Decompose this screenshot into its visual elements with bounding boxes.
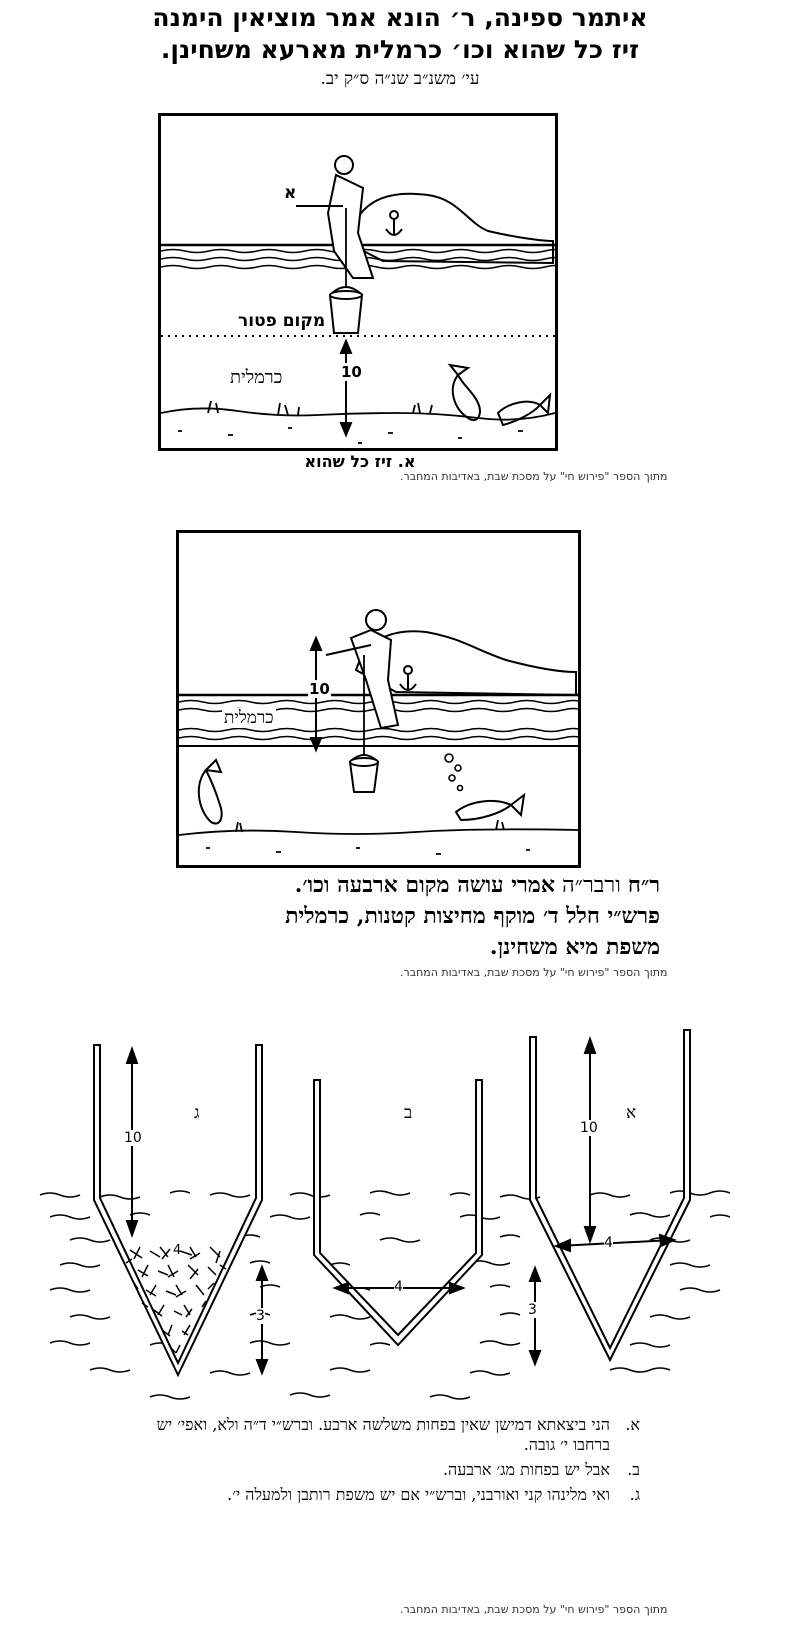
- figure-2-illustration: [176, 530, 581, 868]
- label-ten: 10: [341, 363, 362, 381]
- figure-1-caption: א. זיז כל שהוא: [304, 452, 416, 471]
- note-a: [130, 1415, 640, 1455]
- vessel-a-ten: 10: [580, 1120, 598, 1136]
- note-text: ואי מלינהו קני ואורבני, וברש״י אם יש משפת רותבן ולמעלה י׳.: [227, 1485, 610, 1504]
- title-line-2: זיז כל שהוא וכו׳ כרמלית מארעא משחינן.: [160, 35, 640, 64]
- note-marker: ב.: [627, 1460, 640, 1479]
- note-marker: א.: [625, 1415, 640, 1434]
- label-ten: 10: [309, 680, 330, 698]
- vessel-g-ten: 10: [124, 1130, 142, 1146]
- label-exempt-place: מקום פטור: [238, 311, 326, 331]
- bucket-icon: [330, 287, 362, 333]
- title-line-1: איתמר ספינה, ר׳ הונא אמר מוציאין הימנה: [152, 3, 648, 32]
- note-text: הני ביצאתא דמישן שאין בפחות משלשה ארבע. וברש״י ד״ה ולא, ואפי׳ יש ברחבו י׳ גובה.: [156, 1415, 610, 1454]
- note-marker: ג.: [629, 1485, 640, 1504]
- vessel-b-letter: ב: [404, 1103, 413, 1123]
- vessel-a-three: 3: [528, 1302, 537, 1318]
- figure-2-text-line-3: משפת מיא משחינן.: [489, 934, 660, 960]
- figure-2-text-line-2: פרש״י חלל ד׳ מוקף מחיצות קטנות, כרמלית: [285, 903, 660, 929]
- vessel-g-letter: ג: [194, 1103, 200, 1123]
- note-g: [130, 1485, 640, 1505]
- label-a: א: [284, 183, 297, 203]
- vessel-g-four: 4: [173, 1243, 182, 1258]
- figure-3-illustration: [30, 1025, 770, 1405]
- bucket-icon: [350, 755, 378, 792]
- figure-2-credit: מתוך הספר "פירוש חי" על מסכת שבת, באדיבות המחבר.: [400, 966, 668, 979]
- vessel-a-letter: א: [626, 1103, 637, 1123]
- vessel-b-four: 4: [394, 1279, 403, 1295]
- vessel-g-three: 3: [256, 1308, 265, 1324]
- figure-1-credit: מתוך הספר "פירוש חי" על מסכת שבת, באדיבות המחבר.: [400, 470, 668, 483]
- source-reference: עי׳ משנ״ב שנ״ה ס״ק יב.: [320, 69, 480, 89]
- figure-3-credit: מתוך הספר "פירוש חי" על מסכת שבת, באדיבות המחבר.: [400, 1603, 668, 1616]
- figure-2-text-line-1: ר״ח ורבר״ה אמרי עושה מקום ארבעה וכו׳.: [294, 872, 660, 898]
- figure-1-illustration: [158, 113, 558, 451]
- figure-3-notes: [130, 1415, 640, 1510]
- label-karmelit: כרמלית: [230, 367, 283, 388]
- figure-2-text: [100, 870, 660, 963]
- label-karmelit: כרמלית: [224, 708, 274, 728]
- note-b: [130, 1460, 640, 1480]
- note-text: אבל יש בפחות מג׳ ארבעה.: [442, 1460, 610, 1479]
- vessel-a-four: 4: [604, 1235, 613, 1251]
